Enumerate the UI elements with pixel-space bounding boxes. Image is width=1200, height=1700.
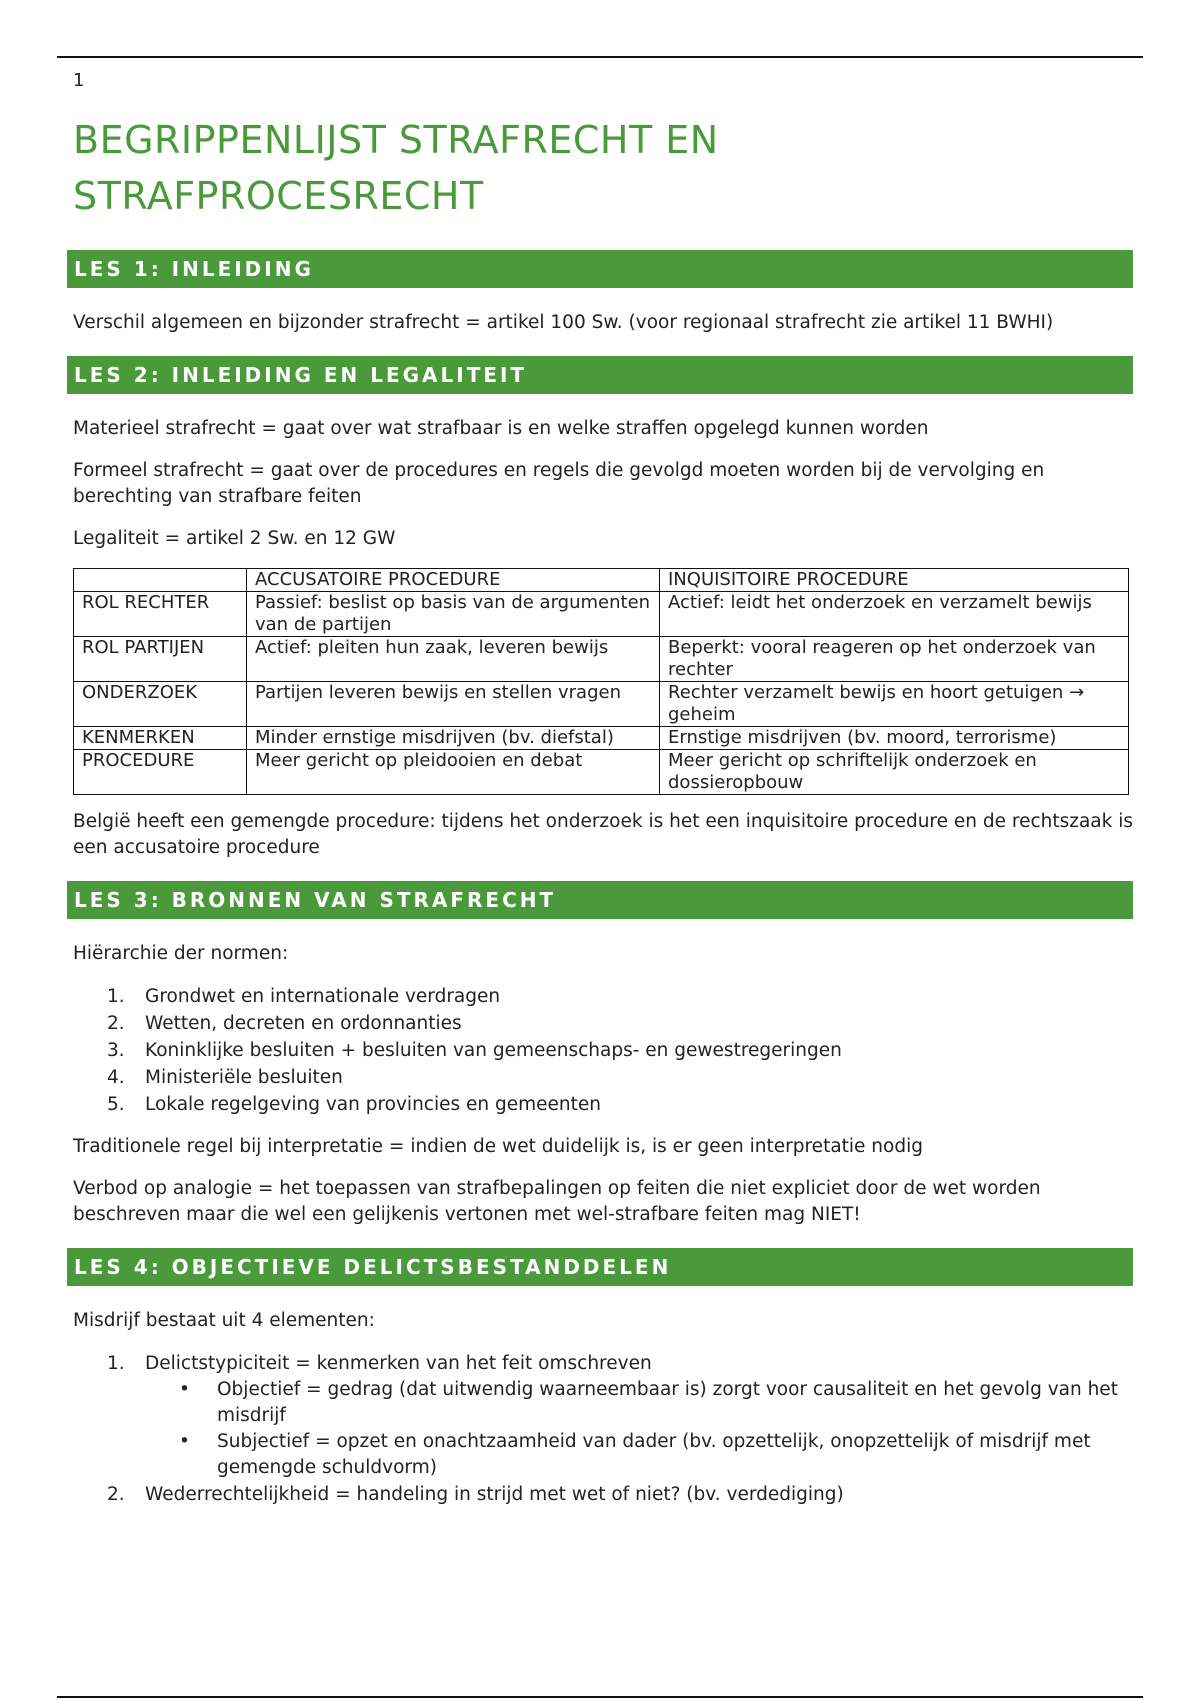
list-item-number: 3. [107,1040,125,1061]
table-cell: Meer gericht op schriftelijk onderzoek en dossieropbouw [660,750,1129,795]
table-cell: Actief: leidt het onderzoek en verzamelt bewijs [660,592,1129,637]
list-item-text: Grondwet en internationale verdragen [145,986,501,1007]
bullet-dot: • [179,1431,190,1452]
list-item-text: Delictstypiciteit = kenmerken van het feit omschreven [145,1353,652,1374]
list-item-text: Koninklijke besluiten + besluiten van gemeenschaps- en gewestregeringen [145,1040,842,1061]
norm-hierarchy-list [73,983,1133,1118]
table-cell: Ernstige misdrijven (bv. moord, terrorisme) [660,727,1129,750]
table-row-label: ROL PARTIJEN [74,637,247,682]
section-header-les4: LES 4: OBJECTIEVE DELICTSBESTANDDELEN [67,1248,1133,1286]
table-row [74,637,1129,682]
table-header-cell: INQUISITOIRE PROCEDURE [660,569,1129,592]
section-header-les1: LES 1: INLEIDING [67,250,1133,288]
les2-paragraph-4: België heeft een gemengde procedure: tijdens het onderzoek is het een inquisitoire procedure en de rechtszaak is een accusatoire procedure [73,811,1134,858]
list-item-number: 5. [107,1094,125,1115]
section-header-les2: LES 2: INLEIDING EN LEGALITEIT [67,356,1133,394]
table-row [74,727,1129,750]
les4-paragraph-1: Misdrijf bestaat uit 4 elementen: [73,1310,375,1331]
table-row-label: ROL RECHTER [74,592,247,637]
table-row-label: KENMERKEN [74,727,247,750]
bullet-dot: • [179,1379,190,1400]
les3-paragraph-3: Verbod op analogie = het toepassen van strafbepalingen op feiten die niet expliciet door de wet worden beschreven maar die wel een gelijkenis vertonen met wel-strafbare feiten mag NIET! [73,1178,1041,1225]
procedure-comparison-table [73,568,1129,795]
list-item-number: 4. [107,1067,125,1088]
list-item [73,1481,1133,1508]
sub-bullet-list [145,1377,1133,1481]
les2-paragraph-2: Formeel strafrecht = gaat over de procedures en regels die gevolgd moeten worden bij de vervolging en berechting van strafbare feiten [73,460,1045,507]
title-line-1: BEGRIPPENLIJST STRAFRECHT EN [73,118,719,162]
les2-paragraph-1: Materieel strafrecht = gaat over wat strafbaar is en welke straffen opgelegd kunnen worden [73,418,929,439]
list-item-text: Wetten, decreten en ordonnanties [145,1013,462,1034]
list-item [73,1037,1133,1064]
table-row-label: ONDERZOEK [74,682,247,727]
list-item [73,1064,1133,1091]
bullet-text: Objectief = gedrag (dat uitwendig waarneembaar is) zorgt voor causaliteit en het gevolg van het misdrijf [217,1379,1118,1426]
section-header-les3: LES 3: BRONNEN VAN STRAFRECHT [67,881,1133,919]
table-header-cell: ACCUSATOIRE PROCEDURE [247,569,660,592]
table-row-label: PROCEDURE [74,750,247,795]
table-cell: Beperkt: vooral reageren op het onderzoek van rechter [660,637,1129,682]
les1-paragraph-1: Verschil algemeen en bijzonder strafrecht = artikel 100 Sw. (voor regionaal strafrecht zie artikel 11 BWHI) [73,312,1054,333]
document-title [67,112,1133,224]
list-item [73,1010,1133,1037]
table-row [74,750,1129,795]
document-body [67,112,1133,1508]
list-item [73,983,1133,1010]
table-cell: Meer gericht op pleidooien en debat [247,750,660,795]
list-item [73,1350,1133,1481]
bottom-rule [57,1696,1143,1698]
offense-elements-list [73,1350,1133,1508]
table-cell: Passief: beslist op basis van de argumenten van de partijen [247,592,660,637]
table-cell: Actief: pleiten hun zaak, leveren bewijs [247,637,660,682]
list-item [73,1091,1133,1118]
bullet-text: Subjectief = opzet en onachtzaamheid van dader (bv. opzettelijk, onopzettelijk of misdrijf met gemengde schuldvorm) [217,1431,1091,1478]
title-line-2: STRAFPROCESRECHT [73,174,484,218]
les2-paragraph-3: Legaliteit = artikel 2 Sw. en 12 GW [73,528,396,549]
table-cell: Minder ernstige misdrijven (bv. diefstal) [247,727,660,750]
top-rule [57,56,1143,58]
les3-paragraph-2: Traditionele regel bij interpretatie = indien de wet duidelijk is, is er geen interpretatie nodig [73,1136,923,1157]
table-cell: Partijen leveren bewijs en stellen vragen [247,682,660,727]
list-item-number: 2. [107,1013,125,1034]
table-row [74,682,1129,727]
table-row [74,592,1129,637]
bullet-item [145,1377,1133,1429]
table-header-cell [74,569,247,592]
list-item-text: Ministeriële besluiten [145,1067,343,1088]
list-item-text: Wederrechtelijkheid = handeling in strijd met wet of niet? (bv. verdediging) [145,1484,844,1505]
table-cell: Rechter verzamelt bewijs en hoort getuigen → geheim [660,682,1129,727]
list-item-number: 1. [107,986,125,1007]
list-item-text: Lokale regelgeving van provincies en gemeenten [145,1094,601,1115]
table-header-row [74,569,1129,592]
list-item-number: 1. [107,1353,125,1374]
page-number: 1 [73,70,85,91]
les3-paragraph-1: Hiërarchie der normen: [73,943,289,964]
list-item-number: 2. [107,1484,125,1505]
bullet-item [145,1429,1133,1481]
